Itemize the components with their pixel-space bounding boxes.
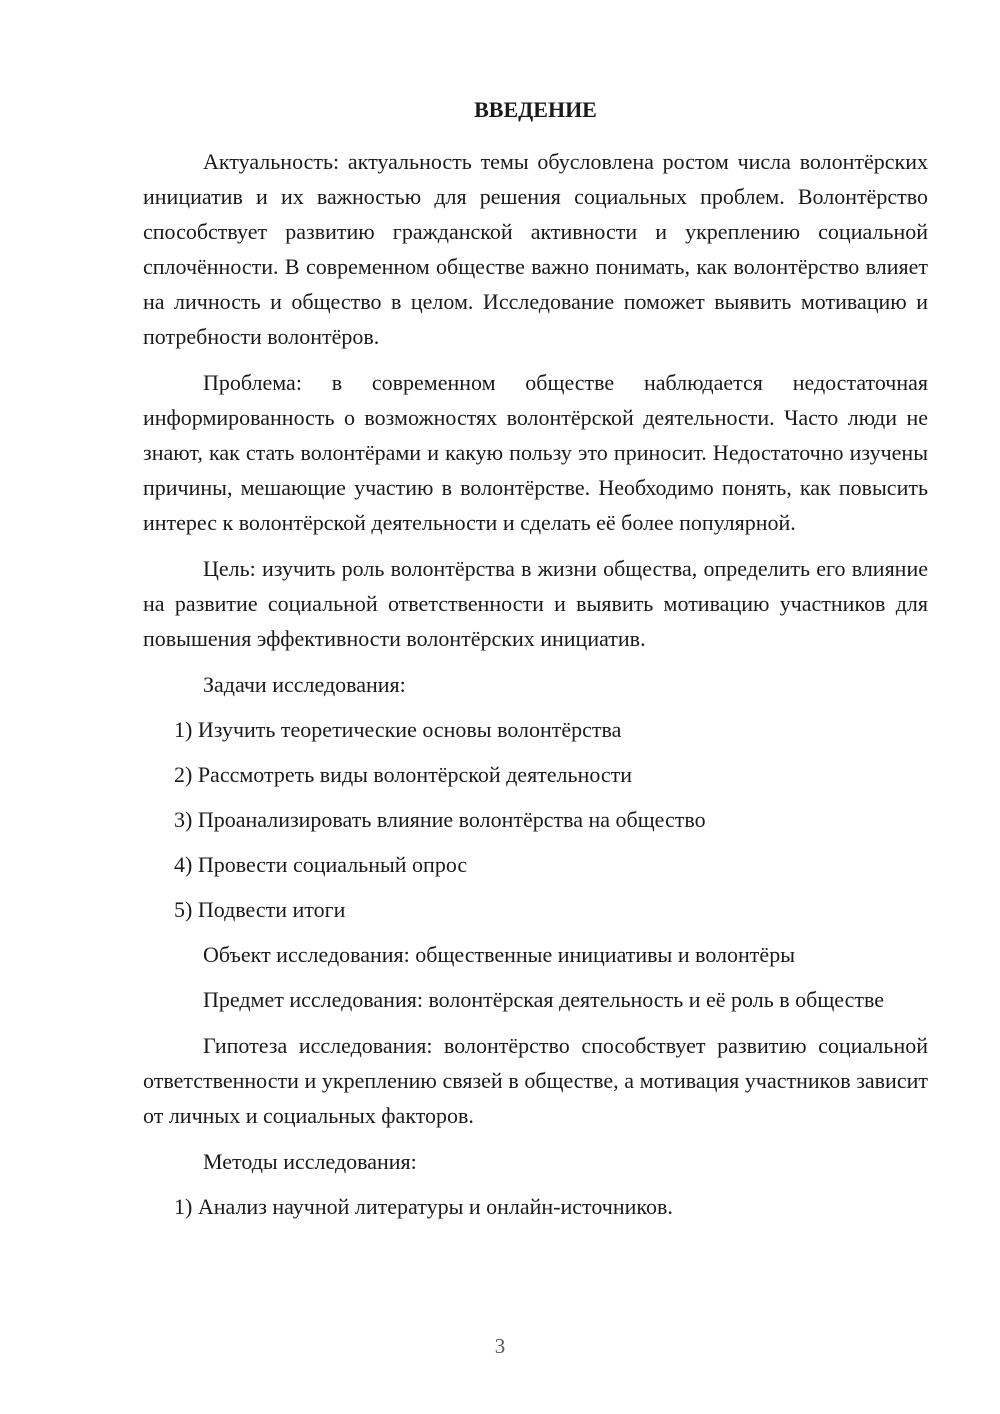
methods-heading: Методы исследования:: [203, 1149, 417, 1174]
task-item: 4) Провести социальный опрос: [174, 852, 468, 877]
page-number: 3: [494, 1334, 506, 1358]
goal-paragraph: Цель: изучить роль волонтёрства в жизни общества, определить его влияние на развитие социальной ответственности и выявить мотивацию участников для повышения эффективности волонтёрских инициатив.: [143, 556, 928, 651]
method-item: 1) Анализ научной литературы и онлайн-источников.: [174, 1194, 673, 1219]
object-paragraph: Объект исследования: общественные инициативы и волонтёры: [203, 942, 795, 967]
subject-paragraph: Предмет исследования: волонтёрская деятельность и её роль в обществе: [203, 987, 884, 1012]
relevance-paragraph: Актуальность: актуальность темы обусловлена ростом числа волонтёрских инициатив и их важностью для решения социальных проблем. Волонтёрство способствует развитию гражданской активности и укреплению социальной сплочённости. В современном обществе важно понимать, как волонтёрство влияет на личность и общество в целом. Исследование поможет выявить мотивацию и потребности волонтёров.: [143, 149, 928, 349]
task-item: 3) Проанализировать влияние волонтёрства на общество: [174, 807, 706, 832]
task-item: 5) Подвести итоги: [174, 897, 346, 922]
page-content: [143, 95, 928, 1234]
task-item: 1) Изучить теоретические основы волонтёрства: [174, 717, 622, 742]
hypothesis-paragraph: Гипотеза исследования: волонтёрство способствует развитию социальной ответственности и укреплению связей в обществе, а мотивация участников зависит от личных и социальных факторов.: [143, 1033, 928, 1128]
section-title: ВВЕДЕНИЕ: [474, 97, 597, 122]
tasks-heading: Задачи исследования:: [203, 672, 406, 697]
problem-paragraph: Проблема: в современном обществе наблюдается недостаточная информированность о возможностях волонтёрской деятельности. Часто люди не знают, как стать волонтёрами и какую пользу это приносит. Недостаточно изучены причины, мешающие участию в волонтёрстве. Необходимо понять, как повысить интерес к волонтёрской деятельности и сделать её более популярной.: [143, 370, 928, 535]
task-item: 2) Рассмотреть виды волонтёрской деятельности: [174, 762, 633, 787]
